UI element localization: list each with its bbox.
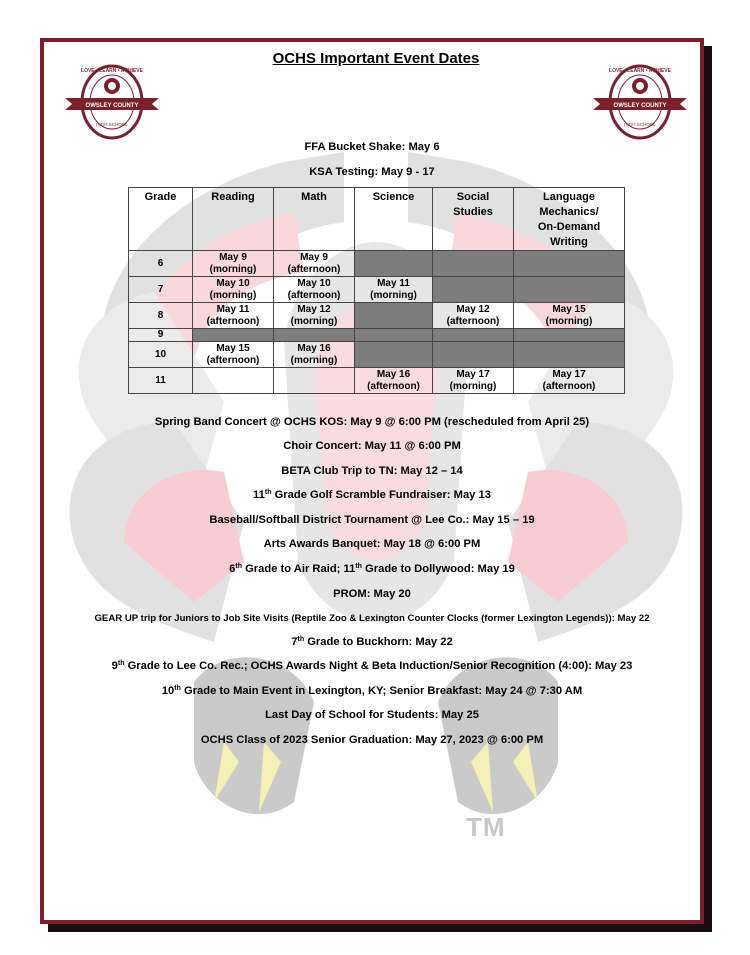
event-line: 6th Grade to Air Raid; 11th Grade to Dollywood: May 19 — [229, 563, 515, 575]
svg-text:OWSLEY COUNTY: OWSLEY COUNTY — [613, 103, 667, 109]
social-cell: May 12 (afternoon) — [433, 303, 514, 329]
language-cell: May 15 (morning) — [514, 303, 625, 329]
science-cell — [355, 342, 433, 368]
event-line: GEAR UP trip for Juniors to Job Site Visits (Reptile Zoo & Lexington Counter Clocks (former Lexington Legends)): May 22 — [94, 613, 650, 624]
table-row — [129, 329, 625, 342]
grade-cell: 11 — [129, 368, 193, 394]
table-row — [129, 303, 625, 329]
intro-ksa: KSA Testing: May 9 - 17 — [309, 166, 435, 178]
language-cell — [514, 329, 625, 342]
event-line: Choir Concert: May 11 @ 6:00 PM — [283, 440, 461, 452]
svg-text:LOVE • LEARN • ACHIEVE: LOVE • LEARN • ACHIEVE — [609, 68, 671, 74]
math-cell: May 16 (morning) — [274, 342, 355, 368]
event-line: Last Day of School for Students: May 25 — [265, 709, 479, 721]
school-logo-left — [62, 60, 162, 142]
reading-cell — [193, 329, 274, 342]
reading-cell: May 11 (afternoon) — [193, 303, 274, 329]
svg-text:OWSLEY COUNTY: OWSLEY COUNTY — [85, 103, 139, 109]
event-line: BETA Club Trip to TN: May 12 – 14 — [281, 465, 463, 477]
flyer-page — [40, 38, 704, 924]
event-line: 11th Grade Golf Scramble Fundraiser: May 13 — [253, 489, 491, 501]
header-science: Science — [355, 188, 433, 251]
grade-cell: 8 — [129, 303, 193, 329]
science-cell — [355, 251, 433, 277]
svg-text:HIGH SCHOOL: HIGH SCHOOL — [96, 122, 128, 127]
science-cell — [355, 303, 433, 329]
math-cell — [274, 368, 355, 394]
event-line: Baseball/Softball District Tournament @ Lee Co.: May 15 – 19 — [209, 514, 535, 526]
science-cell — [355, 329, 433, 342]
header-social-studies: Social Studies — [433, 188, 514, 251]
school-logo-right — [590, 60, 690, 142]
header-grade: Grade — [129, 188, 193, 251]
svg-text:HIGH SCHOOL: HIGH SCHOOL — [624, 122, 656, 127]
table-row — [129, 277, 625, 303]
header-reading: Reading — [193, 188, 274, 251]
header-math: Math — [274, 188, 355, 251]
event-line: PROM: May 20 — [333, 588, 411, 600]
social-cell — [433, 342, 514, 368]
math-cell: May 12 (morning) — [274, 303, 355, 329]
reading-cell: May 9 (morning) — [193, 251, 274, 277]
table-row — [129, 368, 625, 394]
table-row — [129, 251, 625, 277]
social-cell: May 17 (morning) — [433, 368, 514, 394]
event-line: Arts Awards Banquet: May 18 @ 6:00 PM — [263, 538, 481, 550]
science-cell: May 11 (morning) — [355, 277, 433, 303]
svg-text:LOVE • LEARN • ACHIEVE: LOVE • LEARN • ACHIEVE — [81, 68, 143, 74]
grade-cell: 10 — [129, 342, 193, 368]
trademark-mark: TM — [466, 812, 506, 842]
science-cell: May 16 (afternoon) — [355, 368, 433, 394]
grade-cell: 6 — [129, 251, 193, 277]
event-line: OCHS Class of 2023 Senior Graduation: May 27, 2023 @ 6:00 PM — [200, 734, 544, 746]
math-cell: May 9 (afternoon) — [274, 251, 355, 277]
page-title: OCHS Important Event Dates — [272, 50, 480, 67]
reading-cell: May 10 (morning) — [193, 277, 274, 303]
language-cell: May 17 (afternoon) — [514, 368, 625, 394]
language-cell — [514, 251, 625, 277]
social-cell — [433, 251, 514, 277]
table-header-row — [129, 188, 625, 251]
math-cell — [274, 329, 355, 342]
event-line: 7th Grade to Buckhorn: May 22 — [291, 636, 453, 648]
reading-cell — [193, 368, 274, 394]
social-cell — [433, 329, 514, 342]
event-line: 9th Grade to Lee Co. Rec.; OCHS Awards Night & Beta Induction/Senior Recognition (4:00): May 23 — [111, 660, 633, 672]
event-line: Spring Band Concert @ OCHS KOS: May 9 @ 6:00 PM (rescheduled from April 25) — [154, 416, 590, 428]
math-cell: May 10 (afternoon) — [274, 277, 355, 303]
ksa-testing-table — [128, 187, 625, 394]
grade-cell: 9 — [129, 329, 193, 342]
language-cell — [514, 342, 625, 368]
intro-ffa: FFA Bucket Shake: May 6 — [304, 141, 440, 153]
grade-cell: 7 — [129, 277, 193, 303]
header-language: Language Mechanics/ On-Demand Writing — [514, 188, 625, 251]
social-cell — [433, 277, 514, 303]
language-cell — [514, 277, 625, 303]
reading-cell: May 15 (afternoon) — [193, 342, 274, 368]
event-line: 10th Grade to Main Event in Lexington, KY; Senior Breakfast: May 24 @ 7:30 AM — [161, 685, 583, 697]
table-row — [129, 342, 625, 368]
